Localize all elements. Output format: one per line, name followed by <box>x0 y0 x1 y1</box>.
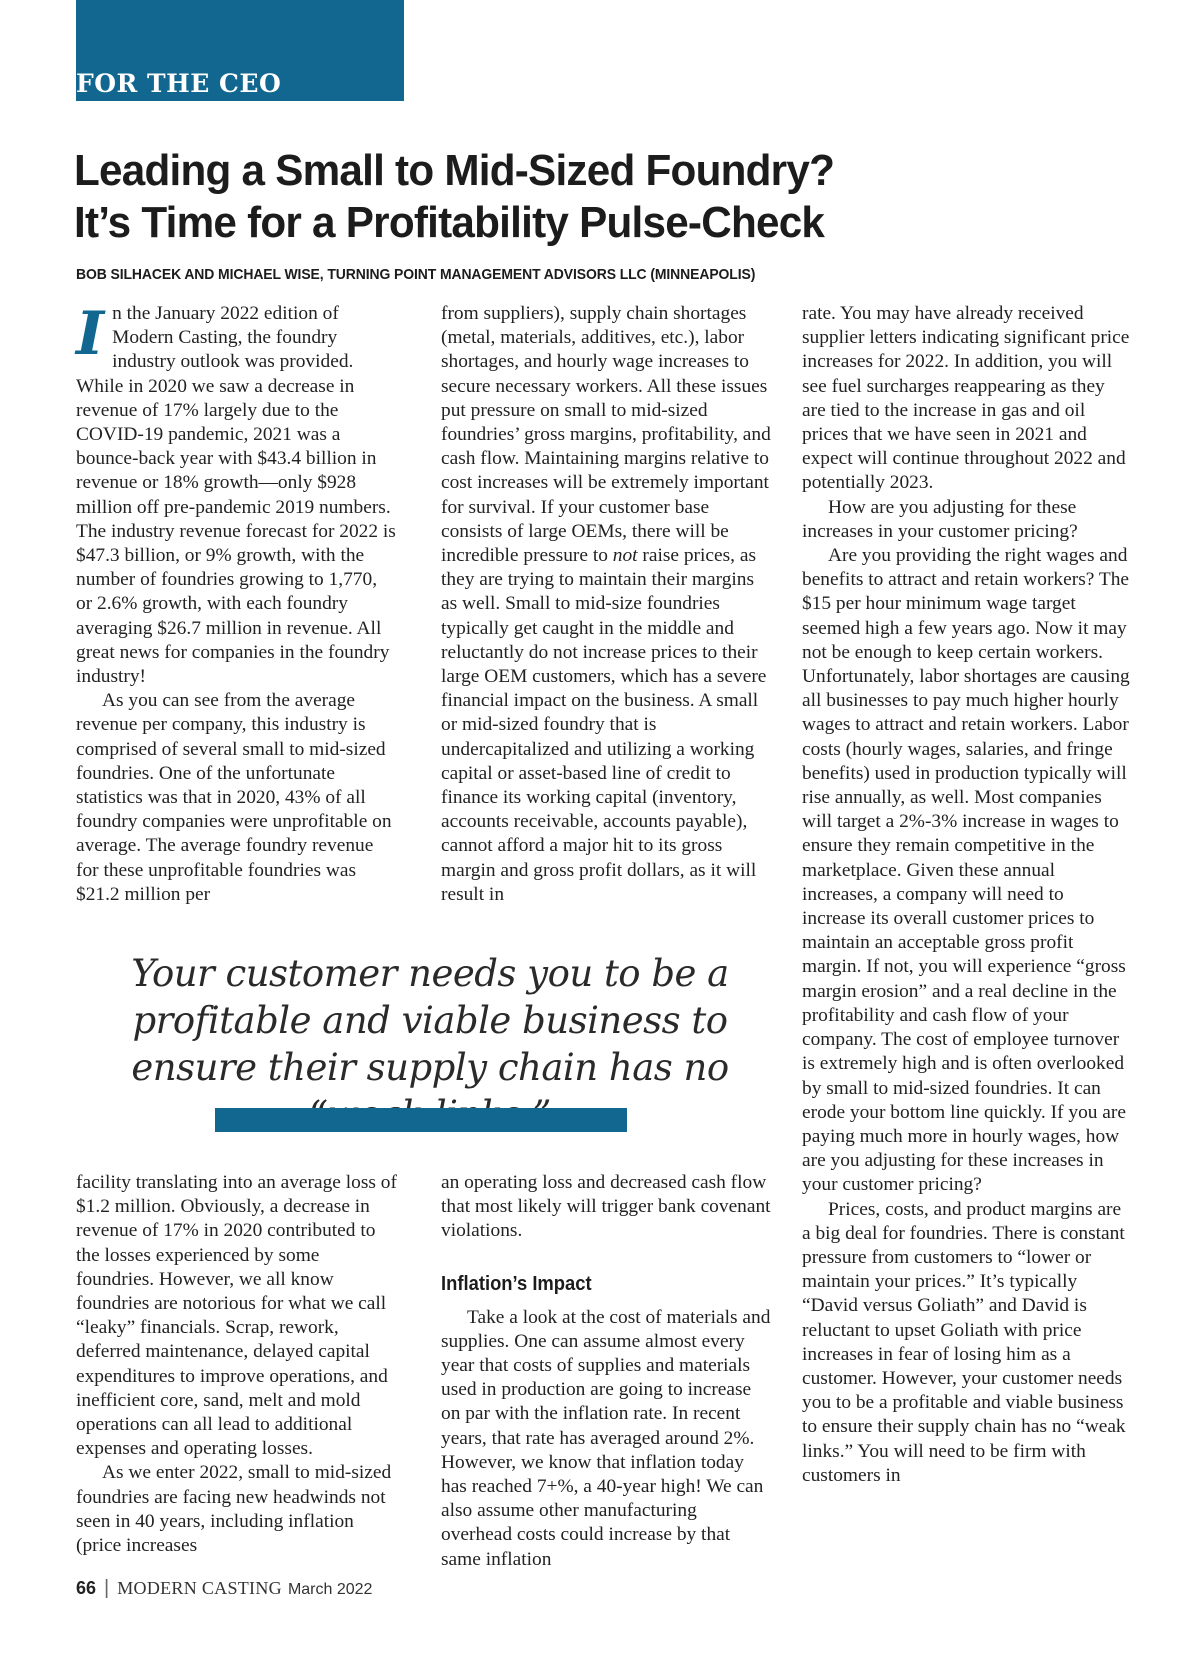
paragraph <box>441 302 771 907</box>
column-2-bottom <box>441 1171 771 1572</box>
page-footer <box>76 1577 372 1600</box>
paragraph: rate. You may have already received supplier letters indicating significant price increases for 2022. In addition, you will see fuel surcharges reappearing as they are tied to the increase in gas and oil prices that we have seen in 2021 and expect will continue throughout 2022 and potentially 2023. <box>802 303 1130 494</box>
article-title-line-1: Leading a Small to Mid-Sized Foundry? <box>74 146 835 195</box>
paragraph: Prices, costs, and product margins are a big deal for foundries. There is constant pressure from customers to “lower or maintain your prices.” It’s typically “David versus Goliath” and David is reluctant to upset Goliath with price increases in fear of losing him as a customer. However, your customer needs you to be a profitable and viable business to ensure their supply chain has no “weak links.” You will need to be firm with customers in <box>802 1198 1126 1486</box>
paragraph: Are you providing the right wages and benefits to attract and retain workers? The $15 per hour minimum wage target seemed high a few years ago. Now it may not be enough to keep certain workers. Unfortunately, labor shortages are causing all businesses to pay much higher hourly wages to attract and retain workers. Labor costs (hourly wages, salaries, and fringe benefits) used in production typically will rise annually, as well. Most companies will target a 2%-3% increase in wages to ensure they remain competitive in the marketplace. Given these annual increases, a company will need to increase its overall customer prices to maintain an acceptable gross profit margin. If not, you will experience “gross margin erosion” and a real decline in the profitability and cash flow of your company. The cost of employee turnover is extremely high and is often overlooked by small to mid-sized foundries. It can erode your bottom line quickly. If you are paying much more in hourly wages, how are you adjusting for these increases in your customer pricing? <box>802 545 1130 1196</box>
paragraph: facility translating into an average loss of $1.2 million. Obviously, a decrease in revenue of 17% in 2020 contributed to the losses experienced by some foundries. However, we all know foundries are notorious for what we call “leaky” financials. Scrap, rework, deferred maintenance, delayed capital expenditures to improve operations, and inefficient core, sand, melt and mold operations can all lead to additional expenses and operating losses. <box>76 1172 397 1460</box>
drop-cap: I <box>76 299 105 369</box>
column-1-bottom <box>76 1171 398 1558</box>
paragraph: As you can see from the average revenue per company, this industry is comprised of several small to mid-sized foundries. One of the unfortunate statistics was that in 2020, 43% of all foundry companies were unprofitable on average. The average foundry revenue for these unprofitable foundries was $21.2 million per <box>76 690 392 905</box>
article-title <box>74 145 1034 249</box>
emphasis-text: not <box>612 545 638 567</box>
pull-quote-bar <box>215 1108 627 1132</box>
article-title-line-2: It’s Time for a Profitability Pulse-Check <box>74 198 825 247</box>
paragraph: an operating loss and decreased cash flow that most likely will trigger bank covenant violations. <box>441 1172 771 1242</box>
paragraph-text: raise prices, as they are trying to maintain their margins as well. Small to mid-size foundries typically get caught in the middle and reluctantly do not increase prices to their large OEM customers, which has a severe financial impact on the business. A small or mid-sized foundry that is undercapitalized and utilizing a working capital or asset-based line of credit to finance its working capital (inventory, accounts receivable, accounts payable), cannot afford a major hit to its gross margin and gross profit dollars, as it will result in <box>441 545 767 905</box>
column-3 <box>802 302 1132 1488</box>
paragraph: How are you adjusting for these increases in your customer pricing? <box>802 496 1078 542</box>
paragraph: Take a look at the cost of materials and supplies. One can assume almost every year that costs of supplies and materials used in production are going to increase on par with the inflation rate. In recent years, that rate has averaged around 2%. However, we know that inflation today has reached 7+%, a 40-year high! We can also assume other manufacturing overhead costs could increase by that same inflation <box>441 1306 771 1570</box>
section-tag-label: FOR THE CEO <box>76 69 282 98</box>
column-2-top <box>441 302 771 907</box>
paragraph-text: n the January 2022 edition of Modern Casting, the foundry industry outlook was provided. While in 2020 we saw a decrease in revenue of 17% largely due to the COVID-19 pandemic, 2021 was a bounce-back year with $43.4 billion in revenue or 18% growth—only $928 million off pre-pandemic 2019 numbers. The industry revenue forecast for 2022 is $47.3 billion, or 9% growth, with the number of foundries growing to 1,770, or 2.6% growth, with each foundry averaging $26.7 million in revenue. All great news for companies in the foundry industry! <box>76 303 396 688</box>
section-tag-banner <box>76 0 404 101</box>
magazine-name: MODERN CASTING <box>117 1578 282 1598</box>
paragraph: As we enter 2022, small to mid-sized foundries are facing new headwinds not seen in 40 years, including inflation (price increases <box>76 1462 392 1557</box>
paragraph-text: from suppliers), supply chain shortages (metal, materials, additives, etc.), labor shortages, and hourly wage increases to secure necessary workers. All these issues put pressure on small to mid-sized foundries’ gross margins, profitability, and cash flow. Maintaining margins relative to cost increases will be extremely important for survival. If your customer base consists of large OEMs, there will be incredible pressure to <box>441 303 771 567</box>
article-byline: BOB SILHACEK AND MICHAEL WISE, TURNING POINT MANAGEMENT ADVISORS LLC (MINNEAPOLIS) <box>76 266 756 283</box>
section-subhead: Inflation’s Impact <box>441 1272 592 1295</box>
paragraph <box>76 299 398 689</box>
footer-separator: | <box>104 1577 110 1599</box>
page-number: 66 <box>76 1578 97 1598</box>
column-1-top <box>76 299 398 907</box>
pull-quote: Your customer needs you to be a profitable and viable business to ensure their supply chain has no <box>131 952 729 1089</box>
issue-date: March 2022 <box>287 1581 373 1598</box>
